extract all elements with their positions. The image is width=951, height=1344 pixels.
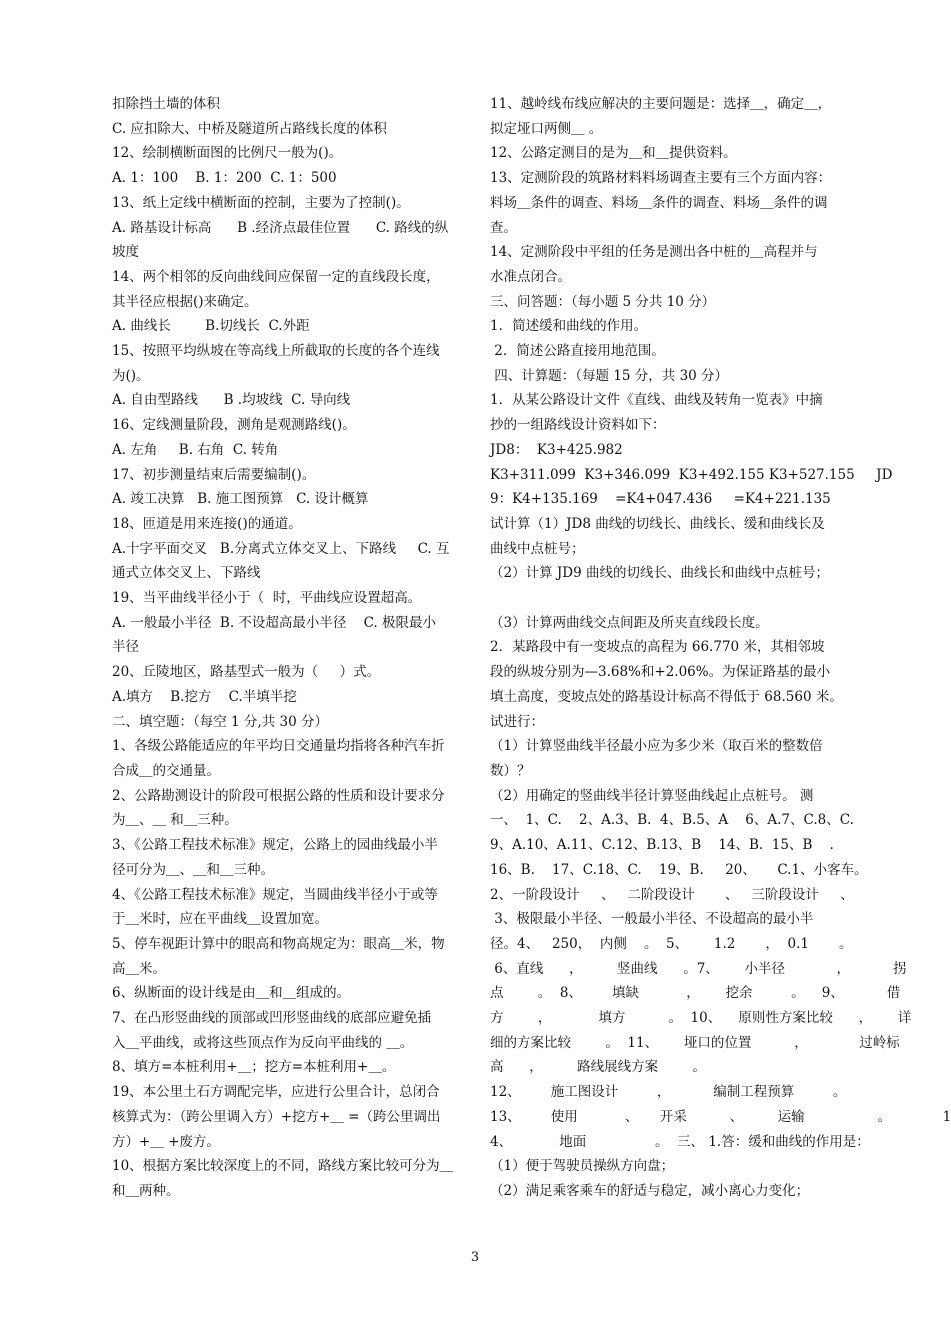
text-line: 方）+＿ +废方。 <box>112 1133 220 1150</box>
text-line: 合成＿的交通量。 <box>112 762 220 779</box>
text-line: A. 曲线长 B.切线长 C.外距 <box>112 318 310 335</box>
text-line: 数）？ <box>490 762 531 779</box>
text-line: 20、丘陵地区，路基型式一般为（ ）式。 <box>112 664 381 681</box>
text-line: 通式立体交叉上、下路线 <box>112 565 261 582</box>
text-line: 径。4、 250， 内侧 。 5、 1.2 ， 0.1 。 <box>490 935 853 952</box>
text-line: 入＿平曲线，或将这些顶点作为反向平曲线的 ＿。 <box>112 1034 414 1051</box>
text-line: A. 一般最小半径 B. 不设超高最小半径 C. 极限最小 <box>112 614 437 631</box>
text-line: 2、一阶段设计 、 二阶段设计 、 三阶段设计 、 <box>490 886 854 903</box>
text-line: 4、 地面 。 三、 1.答：缓和曲线的作用是： <box>490 1133 870 1150</box>
text-line: 其半径应根据()来确定。 <box>112 293 258 310</box>
text-line: 5、停车视距计算中的眼高和物高规定为：眼高＿米，物 <box>112 935 445 952</box>
text-line: 水准点闭合。 <box>490 268 571 285</box>
text-line: A. 自由型路线 B .均坡线 C. 导向线 <box>112 392 351 409</box>
text-line: 4、《公路工程技术标准》规定，当圆曲线半径小于或等 <box>112 886 438 903</box>
text-line: 12、公路定测目的是为＿和＿提供资料。 <box>490 145 737 162</box>
text-line: A. 左角 B. 右角 C. 转角 <box>112 441 279 458</box>
text-line: 一、 1、C. 2、A.3、B. 4、B.5、A 6、A.7、C.8、C. <box>490 812 854 829</box>
text-line: 7、在凸形竖曲线的顶部或凹形竖曲线的底部应避免插 <box>112 1010 432 1027</box>
text-line: 3、《公路工程技术标准》规定，公路上的园曲线最小半 <box>112 837 438 854</box>
text-line: 16、B. 17、C.18、C. 19、B. 20、 C.1、小客车。 <box>490 861 868 878</box>
text-line: （1）便于驾驶员操纵方向盘； <box>490 1158 675 1175</box>
text-line: 于＿米时，应在平曲线＿设置加宽。 <box>112 911 328 928</box>
text-line: 14、定测阶段中平组的任务是测出各中桩的＿高程并与 <box>490 244 818 261</box>
text-line: （2）满足乘客乘车的舒适与稳定，减小离心力变化； <box>490 1182 810 1199</box>
text-line: K3+311.099 K3+346.099 K3+492.155 K3+527.155 JD <box>490 466 893 483</box>
text-line: C. 应扣除大、中桥及隧道所占路线长度的体积 <box>112 120 387 137</box>
text-line: 二、填空题：（每空 1 分,共 30 分） <box>112 713 328 730</box>
text-line: 试计算（1）JD8 曲线的切线长、曲线长、缓和曲线长及 <box>490 515 825 532</box>
text-line: 10、根据方案比较深度上的不同，路线方案比较可分为＿ <box>112 1158 454 1175</box>
text-line: 高 ， 路线展线方案 。 <box>490 1059 706 1076</box>
text-line: 核算式为：（跨公里调入方）+挖方+＿ =（跨公里调出 <box>112 1108 441 1125</box>
text-line: 18、匝道是用来连接()的通道。 <box>112 515 302 532</box>
text-line: 9：K4+135.169 =K4+047.436 =K4+221.135 <box>490 491 831 508</box>
text-line: 1．从某公路设计文件《直线、曲线及转角一览表》中摘 <box>490 392 823 409</box>
text-line: 细的方案比较 。 11、 垭口的位置 ， 过岭标 <box>490 1034 900 1051</box>
text-line: 坡度 <box>112 244 139 261</box>
text-line: 1、各级公路能适应的年平均日交通量均指将各种汽车折 <box>112 738 445 755</box>
text-line: 料场＿条件的调查、料场＿条件的调查、料场＿条件的调 <box>490 194 828 211</box>
text-line: 四、计算题：（每题 15 分，共 30 分） <box>490 367 729 384</box>
text-line: （1）计算竖曲线半径最小应为多少米（取百米的整数倍 <box>490 738 823 755</box>
text-line: （2）用确定的竖曲线半径计算竖曲线起止点桩号。 测 <box>490 787 814 804</box>
text-line: 13、 使用 、 开采 、 运输 。 1 <box>490 1108 951 1125</box>
text-line: 3、极限最小半径、一般最小半径、不设超高的最小半 <box>490 911 814 928</box>
text-line: A. 竣工决算 B. 施工图预算 C. 设计概算 <box>112 491 369 508</box>
text-line: 段的纵坡分别为—3.68%和+2.06%。为保证路基的最小 <box>490 664 831 681</box>
text-line: 6、直线 ， 竖曲线 。7、 小半径 ， 拐 <box>490 960 907 977</box>
text-line: 1．简述缓和曲线的作用。 <box>490 318 648 335</box>
text-line: 2．简述公路直接用地范围。 <box>490 343 665 360</box>
text-line: 高＿米。 <box>112 960 166 977</box>
text-line: A.填方 B.挖方 C.半填半挖 <box>112 688 297 705</box>
right-column <box>490 92 951 1204</box>
text-line: 11、越岭线布线应解决的主要问题是：选择＿，确定＿， <box>490 96 832 112</box>
text-line: 13、纸上定线中横断面的控制，主要为了控制()。 <box>112 194 410 211</box>
text-line: A.十字平面交叉 B.分离式立体交叉上、下路线 C. 互 <box>112 540 450 557</box>
text-line: A. 路基设计标高 B .经济点最佳位置 C. 路线的纵 <box>112 219 449 236</box>
text-line <box>490 586 842 611</box>
text-line: 半径 <box>112 639 139 656</box>
text-line: 19、本公里土石方调配完毕，应进行公里合计，总闭合 <box>112 1084 440 1101</box>
text-line: 8、填方=本桩利用+＿；挖方=本桩利用+＿。 <box>112 1059 396 1076</box>
text-line: 14、两个相邻的反向曲线间应保留一定的直线段长度， <box>112 268 440 285</box>
text-line: 12、绘制横断面图的比例尺一般为()。 <box>112 145 343 162</box>
page-number: 3 <box>470 1250 480 1265</box>
text-line: 17、初步测量结束后需要编制()。 <box>112 466 316 483</box>
text-line: 点 。 8、 填缺 ， 挖余 。 9、 借 <box>490 985 901 1002</box>
text-line: 为()。 <box>112 367 150 384</box>
text-line: A. 1：100 B. 1：200 C. 1：500 <box>112 170 337 187</box>
text-line: 为＿、＿ 和＿三种。 <box>112 812 238 829</box>
text-line: 试进行： <box>490 713 544 730</box>
text-line: 和＿两种。 <box>112 1182 180 1199</box>
text-line: 16、定线测量阶段，测角是观测路线()。 <box>112 417 356 434</box>
text-line: 13、定测阶段的筑路材料料场调查主要有三个方面内容： <box>490 170 832 187</box>
text-line: 方 ， 填方 。 10、 原则性方案比较 ， 详 <box>490 1010 912 1027</box>
text-line: 6、纵断面的设计线是由＿和＿组成的。 <box>112 985 351 1002</box>
text-line: 三、问答题：（每小题 5 分共 10 分） <box>490 293 716 310</box>
text-line: 2．某路段中有一变坡点的高程为 66.770 米，其相邻坡 <box>490 639 825 656</box>
text-line: 填土高度，变坡点处的路基设计标高不得低于 68.560 米。 <box>490 688 843 705</box>
text-line: （2）计算 JD9 曲线的切线长、曲线长和曲线中点桩号； <box>490 565 829 582</box>
text-line: JD8： K3+425.982 <box>490 441 623 458</box>
text-line: 拟定垭口两侧＿ 。 <box>490 120 603 137</box>
text-line: 曲线中点桩号； <box>490 540 585 557</box>
text-line: 12、 施工图设计 ， 编制工程预算 。 <box>490 1084 847 1101</box>
text-line: （3）计算两曲线交点间距及所夹直线段长度。 <box>490 614 769 631</box>
text-line: 径可分为＿、＿和＿三种。 <box>112 861 274 878</box>
text-line: 9、A.10、A.11、C.12、B.13、B 14、B. 15、B . <box>490 837 834 854</box>
left-column <box>112 92 464 1204</box>
text-line: 抄的一组路线设计资料如下： <box>490 417 666 434</box>
text-line: 扣除挡土墙的体积 <box>112 96 220 112</box>
text-line: 19、当平曲线半径小于（ 时，平曲线应设置超高。 <box>112 590 422 607</box>
text-line: 查。 <box>490 219 517 236</box>
text-line: 15、按照平均纵坡在等高线上所截取的长度的各个连线 <box>112 343 440 360</box>
text-line: 2、公路勘测设计的阶段可根据公路的性质和设计要求分 <box>112 787 445 804</box>
